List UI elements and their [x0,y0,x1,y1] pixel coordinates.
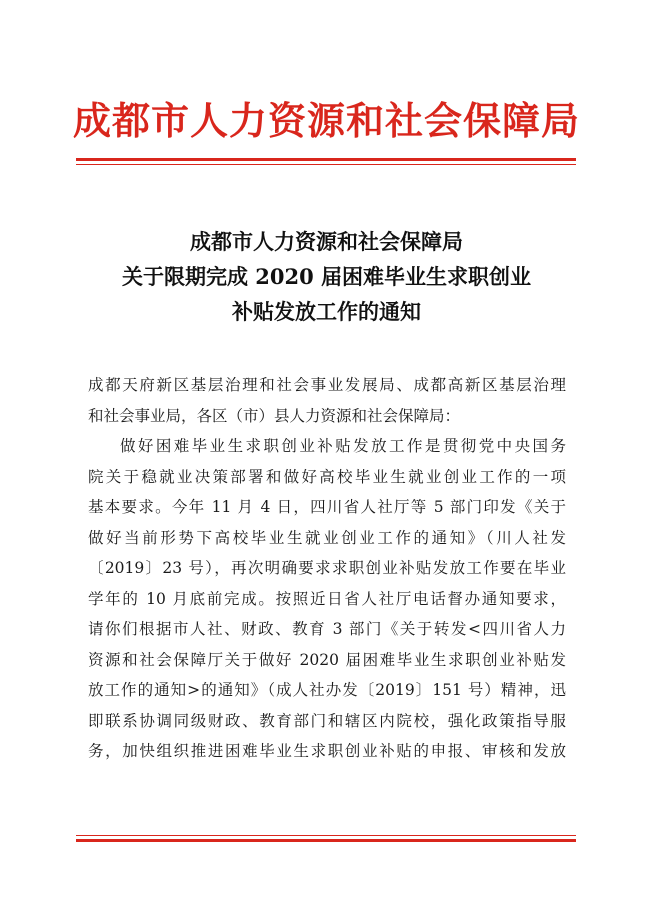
body-line: 〔2019〕23 号），再次明确要求求职创业补贴发放工作要在毕业 [88,559,566,577]
body-line: 院关于稳就业决策部署和做好高校毕业生就业创业工作的一项 [88,467,566,486]
body-line: 务，加快组织推进困难毕业生求职创业补贴的申报、审核和发放 [88,742,566,760]
body-line: 基本要求。今年 11 月 4 日，四川省人社厅等 5 部门印发《关于 [88,498,566,516]
body-line: 请你们根据市人社、财政、教育 3 部门《关于转发<四川省人力 [88,620,566,638]
body-line: 资源和社会保障厅关于做好 2020 届困难毕业生求职创业补贴发 [88,650,566,669]
title-line: 成都市人力资源和社会保障局 [190,229,463,254]
letterhead-rule-thin [76,164,576,165]
title-line: 补贴发放工作的通知 [232,299,421,324]
document-title [0,224,653,329]
letterhead-org-name: 成都市人力资源和社会保障局 [72,98,580,143]
body-line: 学年的 10 月底前完成。按照近日省人社厅电话督办通知要求， [88,589,566,608]
body-line: 放工作的通知>的通知》（成人社办发〔2019〕151 号）精神，迅 [88,681,566,699]
footer-rule-thin [76,835,576,836]
recipients-line: 和社会事业局，各区（市）县人力资源和社会保障局： [88,406,461,425]
body-line: 做好困难毕业生求职创业补贴发放工作是贯彻党中央国务 [120,437,566,455]
recipients-line: 成都天府新区基层治理和社会事业发展局、成都高新区基层治理 [88,376,566,394]
footer-rule-thick [76,839,576,842]
body-line: 做好当前形势下高校毕业生就业创业工作的通知》（川人社发 [88,528,566,547]
letterhead-rule-thick [76,158,576,161]
document-body [88,370,566,767]
body-line: 即联系协调同级财政、教育部门和辖区内院校，强化政策指导服 [88,711,566,730]
title-line: 关于限期完成 2020 届困难毕业生求职创业 [121,264,532,289]
